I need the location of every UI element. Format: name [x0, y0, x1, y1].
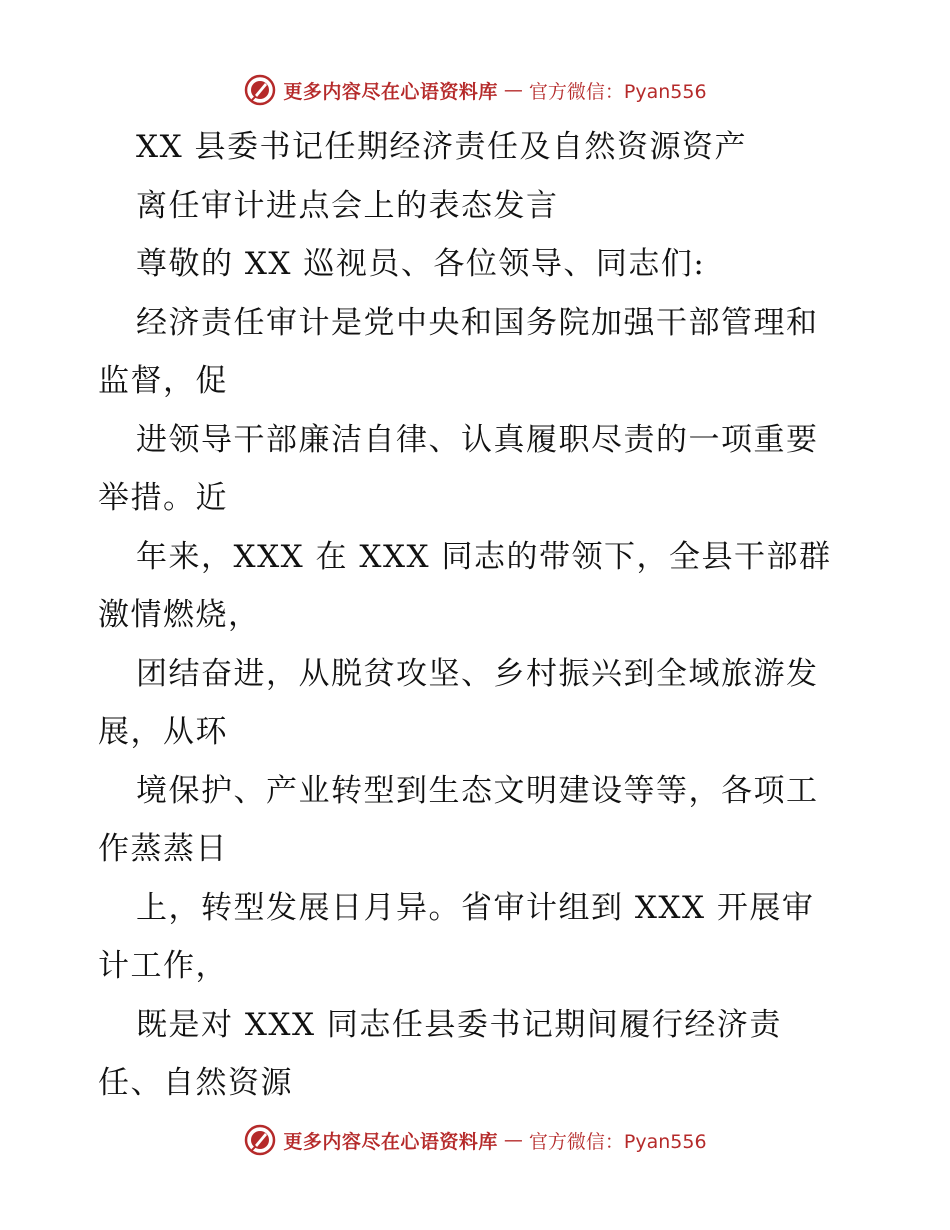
- paragraph-line: 上，转型发展日月异。省审计组到 XXX 开展审: [136, 889, 815, 926]
- footer-banner: [0, 1120, 950, 1160]
- paragraph-line: 经济责任审计是党中央和国务院加强干部管理和: [136, 304, 819, 341]
- document-title-line-1: XX 县委书记任期经济责任及自然资源资产: [136, 129, 747, 165]
- paragraph-line: 年来，XXX 在 XXX 同志的带领下，全县干部群: [136, 538, 832, 575]
- paragraph-line: 进领导干部廉洁自律、认真履职尽责的一项重要: [136, 421, 819, 458]
- document-title-line-2: 离任审计进点会上的表态发言: [136, 187, 559, 224]
- paragraph-line: 既是对 XXX 同志任县委书记期间履行经济责: [136, 1006, 782, 1043]
- paragraph-line: 团结奋进，从脱贫攻坚、乡村振兴到全域旅游发: [136, 655, 819, 692]
- paragraph-line: 举措。近: [98, 480, 228, 516]
- pen-nib-logo-icon: [243, 73, 277, 107]
- banner-brand-text: 更多内容尽在心语资料库: [283, 1130, 498, 1153]
- banner-separator: —: [503, 1129, 523, 1151]
- pen-nib-logo-icon: [243, 1123, 277, 1157]
- document-salutation: 尊敬的 XX 巡视员、各位领导、同志们:: [136, 246, 706, 282]
- paragraph-line: 境保护、产业转型到生态文明建设等等，各项工: [136, 772, 819, 809]
- paragraph-line: 计工作，: [98, 948, 228, 984]
- document-body: [98, 118, 858, 1113]
- paragraph-line: 作蒸蒸日: [98, 831, 228, 867]
- paragraph-line: 任、自然资源: [98, 1065, 293, 1101]
- header-banner: [0, 70, 950, 110]
- paragraph-line: 激情燃烧，: [98, 597, 261, 633]
- paragraph-line: 展，从环: [98, 714, 228, 750]
- banner-separator: —: [503, 79, 523, 101]
- paragraph-line: 监督，促: [98, 363, 228, 399]
- banner-contact-text: 官方微信：Pyan556: [528, 80, 707, 103]
- banner-contact-text: 官方微信：Pyan556: [528, 1130, 707, 1153]
- banner-brand-text: 更多内容尽在心语资料库: [283, 80, 498, 103]
